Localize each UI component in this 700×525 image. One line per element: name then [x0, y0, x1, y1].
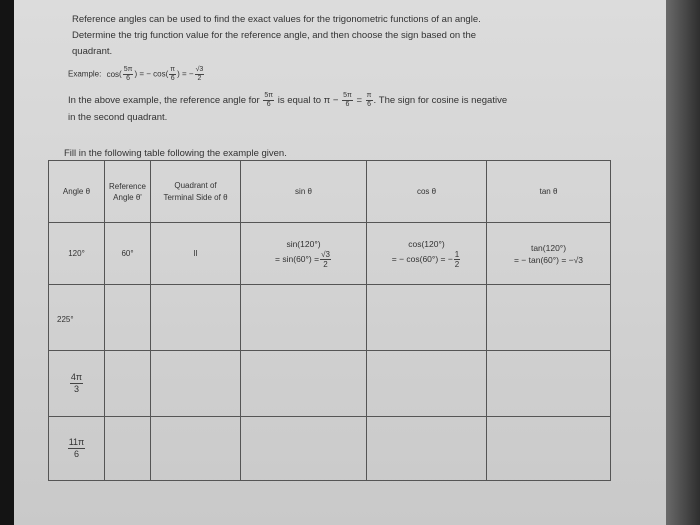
header-angle: Angle θ: [49, 161, 105, 223]
row2-quadrant[interactable]: [151, 285, 241, 351]
right-margin-shadow: [666, 0, 700, 525]
row3-angle[interactable]: [49, 351, 105, 417]
left-margin-shadow: [0, 0, 14, 525]
explanation-part-3: =: [356, 95, 363, 107]
row4-tan[interactable]: [487, 417, 611, 481]
row1-sin-cell[interactable]: [241, 223, 367, 285]
row4-angle-den: 6: [73, 449, 79, 459]
row1-tan-cell[interactable]: [487, 223, 611, 285]
example-arg-num: 5π: [123, 66, 133, 73]
table-row: [49, 223, 611, 285]
explanation-line-2: in the second quadrant.: [68, 112, 168, 123]
example-eq2: = −: [182, 69, 194, 79]
row1-cos-den: 2: [454, 260, 460, 269]
example-func: cos: [106, 69, 120, 79]
row4-angle[interactable]: [49, 417, 105, 481]
row3-angle-den: 3: [73, 384, 79, 394]
row1-sin-top: sin(120°): [286, 239, 321, 249]
worksheet-page: [14, 0, 666, 525]
explanation-part-4: . The sign for cosine is negative: [373, 95, 508, 107]
table-row: [49, 417, 611, 481]
example-arg-den: 6: [126, 75, 131, 82]
explanation-angle-num: 5π: [264, 92, 274, 99]
explanation-angle-num-2: 5π: [343, 92, 352, 99]
intro-line-3: quadrant.: [72, 46, 113, 57]
header-sin: sin θ: [241, 161, 367, 223]
row1-quadrant[interactable]: II: [151, 223, 241, 285]
row2-angle[interactable]: [49, 285, 105, 351]
example-ref-den: 6: [170, 75, 175, 82]
explanation-angle-den-2: 6: [345, 101, 350, 108]
explanation-part-2: is equal to π −: [277, 95, 339, 107]
row1-sin-den: 2: [323, 260, 328, 269]
header-row: [49, 161, 611, 223]
row3-angle-num: 4π: [70, 372, 83, 382]
example-val-num: √3: [195, 66, 204, 73]
explanation-pi-den: 6: [367, 101, 372, 108]
explanation-pi-num: π: [366, 92, 372, 99]
row2-cos[interactable]: [367, 285, 487, 351]
intro-line-1: Reference angles can be used to find the exact values for the trigonometric functions of an angle.: [72, 14, 481, 25]
row1-sin-num: √3: [321, 250, 330, 259]
row1-cos-cell[interactable]: [367, 223, 487, 285]
explanation-part-1: In the above example, the reference angle for: [68, 95, 260, 107]
explanation-line-1: [68, 92, 507, 109]
row1-cos-num: 1: [454, 250, 460, 259]
example-line: Example: cos( $\frac{5\pi}{6}$ ) = − cos( $\frac{\pi}{6}$ ) = − $\frac{√3}{2}$: [68, 66, 204, 82]
row3-quadrant[interactable]: [151, 351, 241, 417]
row3-sin[interactable]: [241, 351, 367, 417]
example-ref-num: π: [170, 66, 176, 73]
table-row: [49, 351, 611, 417]
row1-reference[interactable]: 60°: [105, 223, 151, 285]
row4-sin[interactable]: [241, 417, 367, 481]
trig-table: [48, 160, 611, 481]
row2-sin[interactable]: [241, 285, 367, 351]
row4-cos[interactable]: [367, 417, 487, 481]
header-cos: cos θ: [367, 161, 487, 223]
row3-tan[interactable]: [487, 351, 611, 417]
row1-cos-eq: = − cos(60°) = −: [391, 253, 453, 264]
row2-reference[interactable]: [105, 285, 151, 351]
example-val-den: 2: [197, 75, 202, 82]
explanation-angle-den: 6: [266, 101, 271, 108]
row4-angle-num: 11π: [68, 437, 85, 447]
row1-sin-eq: = sin(60°) =: [275, 253, 320, 264]
row2-tan[interactable]: [487, 285, 611, 351]
intro-line-2: Determine the trig function value for the reference angle, and then choose the sign based on the: [72, 30, 477, 41]
table-row: [49, 285, 611, 351]
row1-tan-eq: = − tan(60°) = −√3: [513, 254, 584, 265]
row4-reference[interactable]: [105, 417, 151, 481]
row1-angle[interactable]: 120°: [49, 223, 105, 285]
row4-quadrant[interactable]: [151, 417, 241, 481]
row1-cos-top: cos(120°): [408, 239, 445, 249]
row3-reference[interactable]: [105, 351, 151, 417]
header-reference: Reference Angle θ': [105, 161, 151, 223]
row2-angle-text: 225°: [57, 315, 74, 324]
table-instruction: Fill in the following table following the example given.: [64, 148, 287, 159]
header-quadrant: Quadrant of Terminal Side of θ: [151, 161, 241, 223]
example-eq1: = − cos: [139, 69, 166, 79]
row3-cos[interactable]: [367, 351, 487, 417]
example-label: Example:: [68, 69, 102, 79]
row1-tan-top: tan(120°): [530, 242, 567, 253]
header-tan: tan θ: [487, 161, 611, 223]
